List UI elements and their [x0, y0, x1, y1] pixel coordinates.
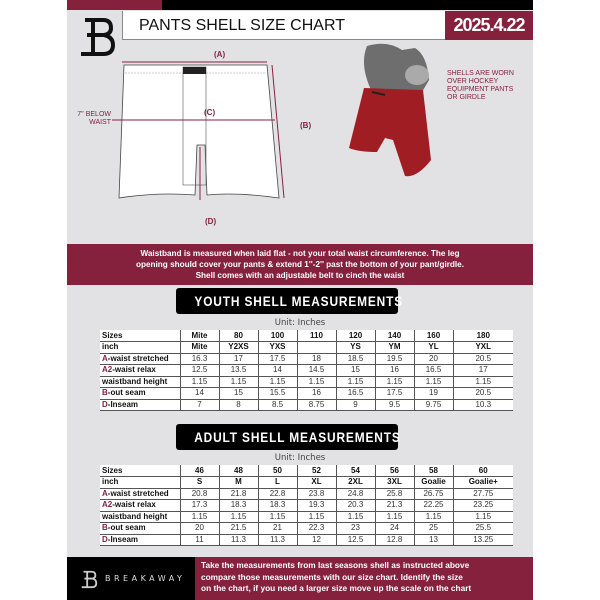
measure-letter: D — [102, 534, 108, 544]
table-cell: 19.5 — [375, 353, 414, 365]
top-bar-dark — [162, 0, 533, 10]
table-cell: 20.3 — [336, 500, 375, 512]
table-cell: 27.75 — [453, 488, 513, 500]
photo-note — [447, 70, 514, 102]
measure-name: inch — [102, 342, 119, 352]
table-cell: 80 — [219, 330, 258, 342]
table-row — [100, 500, 513, 512]
table-cell: 15.5 — [258, 388, 297, 400]
table-cell: 180 — [453, 330, 513, 342]
table-cell: 13 — [414, 534, 453, 546]
row-label — [100, 477, 180, 489]
label-a: (A) — [214, 50, 226, 59]
table-cell: 20 — [180, 523, 219, 535]
table-cell: 1.15 — [453, 376, 513, 388]
table-cell: 21 — [258, 523, 297, 535]
instruction-line: on the chart, if you need a larger size move up the scale on the chart — [201, 583, 472, 593]
table-cell: 1.15 — [414, 511, 453, 523]
measure-name: -out seam — [107, 388, 146, 398]
table-cell: 18 — [297, 353, 336, 365]
table-cell: 19 — [414, 388, 453, 400]
table-cell: YL — [414, 342, 453, 354]
measure-name: -waist stretched — [107, 488, 169, 498]
table-cell: 24.8 — [336, 488, 375, 500]
table-cell: 9 — [336, 399, 375, 411]
table-cell: 23.25 — [453, 500, 513, 512]
table-row — [100, 388, 513, 400]
table-cell: 46 — [180, 465, 219, 477]
measure-letter: D — [102, 399, 108, 409]
footer-brand — [67, 557, 195, 600]
row-label — [100, 353, 180, 365]
row-label — [100, 500, 180, 512]
measure-name: -waist relax — [112, 500, 156, 510]
instruction-line: compare those measurements with our size chart. Identify the size — [201, 571, 463, 582]
table-cell: 8 — [219, 399, 258, 411]
youth-size-table — [100, 330, 513, 411]
table-cell: 25 — [414, 523, 453, 535]
table-cell: 16 — [297, 388, 336, 400]
table-cell: 1.15 — [336, 511, 375, 523]
table-row — [100, 365, 513, 377]
table-cell: Mite — [180, 330, 219, 342]
table-cell: 15 — [336, 365, 375, 377]
table-cell: Goalie — [414, 477, 453, 489]
adult-heading: ADULT SHELL MEASUREMENTS — [194, 429, 401, 445]
table-cell: L — [258, 477, 297, 489]
table-cell: S — [180, 477, 219, 489]
table-cell: 1.15 — [180, 376, 219, 388]
notice-line: opening should cover your pants & extend 1''-2'' past the bottom of your pant/girdle. — [135, 260, 465, 269]
row-label — [100, 488, 180, 500]
measure-name: -waist stretched — [107, 353, 169, 363]
table-row — [100, 488, 513, 500]
measure-name: waistband height — [102, 511, 168, 521]
brand-name: BREAKAWAY — [105, 574, 186, 583]
table-cell: 11.3 — [219, 534, 258, 546]
table-cell: 22.8 — [258, 488, 297, 500]
measure-letter: A — [102, 353, 108, 363]
table-cell: 58 — [414, 465, 453, 477]
table-cell: 16.5 — [336, 388, 375, 400]
row-label — [100, 534, 180, 546]
table-cell: 60 — [453, 465, 513, 477]
table-cell: 2XL — [336, 477, 375, 489]
table-cell: 12.5 — [336, 534, 375, 546]
pants-diagram — [67, 40, 533, 240]
row-label — [100, 330, 180, 342]
measure-letter: A2 — [102, 500, 113, 510]
table-cell: 20 — [414, 353, 453, 365]
table-cell: YM — [375, 342, 414, 354]
measure-name: -Inseam — [107, 534, 139, 544]
table-cell: 1.15 — [297, 511, 336, 523]
table-cell: 9.5 — [375, 399, 414, 411]
youth-unit: Unit: Inches — [274, 318, 326, 328]
table-cell: 13.5 — [219, 365, 258, 377]
measure-name: waistband height — [102, 376, 168, 386]
table-cell: 21.5 — [219, 523, 258, 535]
table-cell: YS — [336, 342, 375, 354]
table-cell: 1.15 — [453, 511, 513, 523]
table-cell: M — [219, 477, 258, 489]
date-badge: 2025.4.22 — [445, 11, 533, 40]
table-row — [100, 353, 513, 365]
row-label — [100, 376, 180, 388]
table-cell: 1.15 — [258, 376, 297, 388]
title-box — [122, 11, 445, 40]
table-cell: 54 — [336, 465, 375, 477]
photo-note-line: EQUIPMENT PANTS — [447, 86, 514, 93]
measure-name: -waist relax — [112, 365, 156, 375]
table-cell: 18.5 — [336, 353, 375, 365]
instruction-line: Take the measurements from last seasons shell as instructed above — [201, 560, 470, 570]
table-cell: 1.15 — [336, 376, 375, 388]
table-cell: 17 — [453, 365, 513, 377]
table-row — [100, 330, 513, 342]
table-cell: 50 — [258, 465, 297, 477]
table-cell: 1.15 — [219, 511, 258, 523]
youth-heading: YOUTH SHELL MEASUREMENTS — [194, 293, 404, 309]
table-cell: 14.5 — [297, 365, 336, 377]
table-cell — [297, 342, 336, 354]
table-cell: 22.3 — [297, 523, 336, 535]
notice-line: Waistband is measured when laid flat - not your total waist circumference. The leg — [140, 249, 460, 258]
table-row — [100, 342, 513, 354]
table-cell: 21.3 — [375, 500, 414, 512]
table-cell: 14 — [180, 388, 219, 400]
photo-note-line: SHELLS ARE WORN — [447, 70, 514, 77]
table-cell: 24 — [375, 523, 414, 535]
table-cell: 17.5 — [258, 353, 297, 365]
table-cell: 26.75 — [414, 488, 453, 500]
table-cell: 9.75 — [414, 399, 453, 411]
measure-letter: A2 — [102, 365, 113, 375]
c-note-line: WAIST — [89, 119, 111, 126]
table-cell: 25.5 — [453, 523, 513, 535]
table-cell: 12.5 — [180, 365, 219, 377]
table-row — [100, 511, 513, 523]
row-label — [100, 511, 180, 523]
table-cell: XL — [297, 477, 336, 489]
table-cell: 1.15 — [414, 376, 453, 388]
breakaway-logo-small — [79, 569, 99, 589]
table-cell: 52 — [297, 465, 336, 477]
measure-name: inch — [102, 477, 119, 487]
table-cell: 23 — [336, 523, 375, 535]
youth-heading-box — [176, 288, 404, 314]
c-measure-note — [71, 111, 111, 127]
table-row — [100, 376, 513, 388]
table-cell: 18.3 — [258, 500, 297, 512]
measure-letter: A — [102, 488, 108, 498]
row-label — [100, 342, 180, 354]
table-cell: 13.25 — [453, 534, 513, 546]
table-cell: 7 — [180, 399, 219, 411]
label-d: (D) — [205, 217, 217, 226]
page-title: PANTS SHELL SIZE CHART — [139, 17, 345, 34]
table-cell: 8.5 — [258, 399, 297, 411]
table-cell: Goalie+ — [453, 477, 513, 489]
table-cell: 20.8 — [180, 488, 219, 500]
measure-name: Sizes — [102, 465, 123, 475]
photo-note-line: OVER HOCKEY — [447, 78, 499, 85]
table-cell: 16 — [375, 365, 414, 377]
table-cell: 1.15 — [258, 511, 297, 523]
table-cell: YXS — [258, 342, 297, 354]
table-cell: 1.15 — [375, 376, 414, 388]
table-cell: 12 — [297, 534, 336, 546]
size-chart-page — [67, 0, 533, 600]
table-cell: 14 — [258, 365, 297, 377]
measure-name: -out seam — [107, 523, 146, 533]
table-row — [100, 399, 513, 411]
adult-size-table — [100, 465, 513, 546]
table-cell: 17.5 — [375, 388, 414, 400]
table-cell: 3XL — [375, 477, 414, 489]
table-cell: 100 — [258, 330, 297, 342]
row-label — [100, 399, 180, 411]
table-cell: 140 — [375, 330, 414, 342]
table-cell: 1.15 — [297, 376, 336, 388]
table-cell: 22.25 — [414, 500, 453, 512]
table-cell: 10.3 — [453, 399, 513, 411]
table-cell: 15 — [219, 388, 258, 400]
table-cell: 1.15 — [375, 511, 414, 523]
measure-name: -Inseam — [107, 399, 139, 409]
table-cell: 160 — [414, 330, 453, 342]
table-cell: 19.3 — [297, 500, 336, 512]
table-cell: 20.5 — [453, 388, 513, 400]
table-row — [100, 465, 513, 477]
table-cell: YXL — [453, 342, 513, 354]
table-cell: 48 — [219, 465, 258, 477]
table-cell: 110 — [297, 330, 336, 342]
table-cell: 16.5 — [414, 365, 453, 377]
notice-line: Shell comes with an adjustable belt to cinch the waist — [195, 271, 405, 280]
table-row — [100, 477, 513, 489]
c-note-line: 7'' BELOW — [77, 111, 111, 118]
table-cell: 56 — [375, 465, 414, 477]
row-label — [100, 465, 180, 477]
adult-unit: Unit: Inches — [274, 453, 326, 463]
photo-note-line: OR GIRDLE — [447, 94, 486, 101]
row-label — [100, 388, 180, 400]
measure-name: Sizes — [102, 330, 123, 340]
table-cell: 11 — [180, 534, 219, 546]
table-cell: 16.3 — [180, 353, 219, 365]
label-c: (C) — [204, 108, 216, 117]
table-cell: 11.3 — [258, 534, 297, 546]
table-cell: 17 — [219, 353, 258, 365]
table-cell: 12.8 — [375, 534, 414, 546]
table-cell: 1.15 — [219, 376, 258, 388]
table-cell: 17.3 — [180, 500, 219, 512]
footer-instructions — [195, 557, 533, 600]
table-cell: 8.75 — [297, 399, 336, 411]
table-cell: Y2XS — [219, 342, 258, 354]
measurement-notice — [67, 244, 533, 285]
table-cell: Mite — [180, 342, 219, 354]
table-cell: 25.8 — [375, 488, 414, 500]
table-cell: 1.15 — [180, 511, 219, 523]
top-bar-accent — [67, 0, 162, 10]
table-cell: 21.8 — [219, 488, 258, 500]
row-label — [100, 523, 180, 535]
adult-heading-box — [176, 424, 401, 450]
measure-letter: B — [102, 388, 108, 398]
table-cell: 23.8 — [297, 488, 336, 500]
label-b: (B) — [300, 121, 312, 130]
table-row — [100, 534, 513, 546]
table-cell: 20.5 — [453, 353, 513, 365]
row-label — [100, 365, 180, 377]
table-cell: 18.3 — [219, 500, 258, 512]
table-row — [100, 523, 513, 535]
table-cell: 120 — [336, 330, 375, 342]
measure-letter: B — [102, 523, 108, 533]
